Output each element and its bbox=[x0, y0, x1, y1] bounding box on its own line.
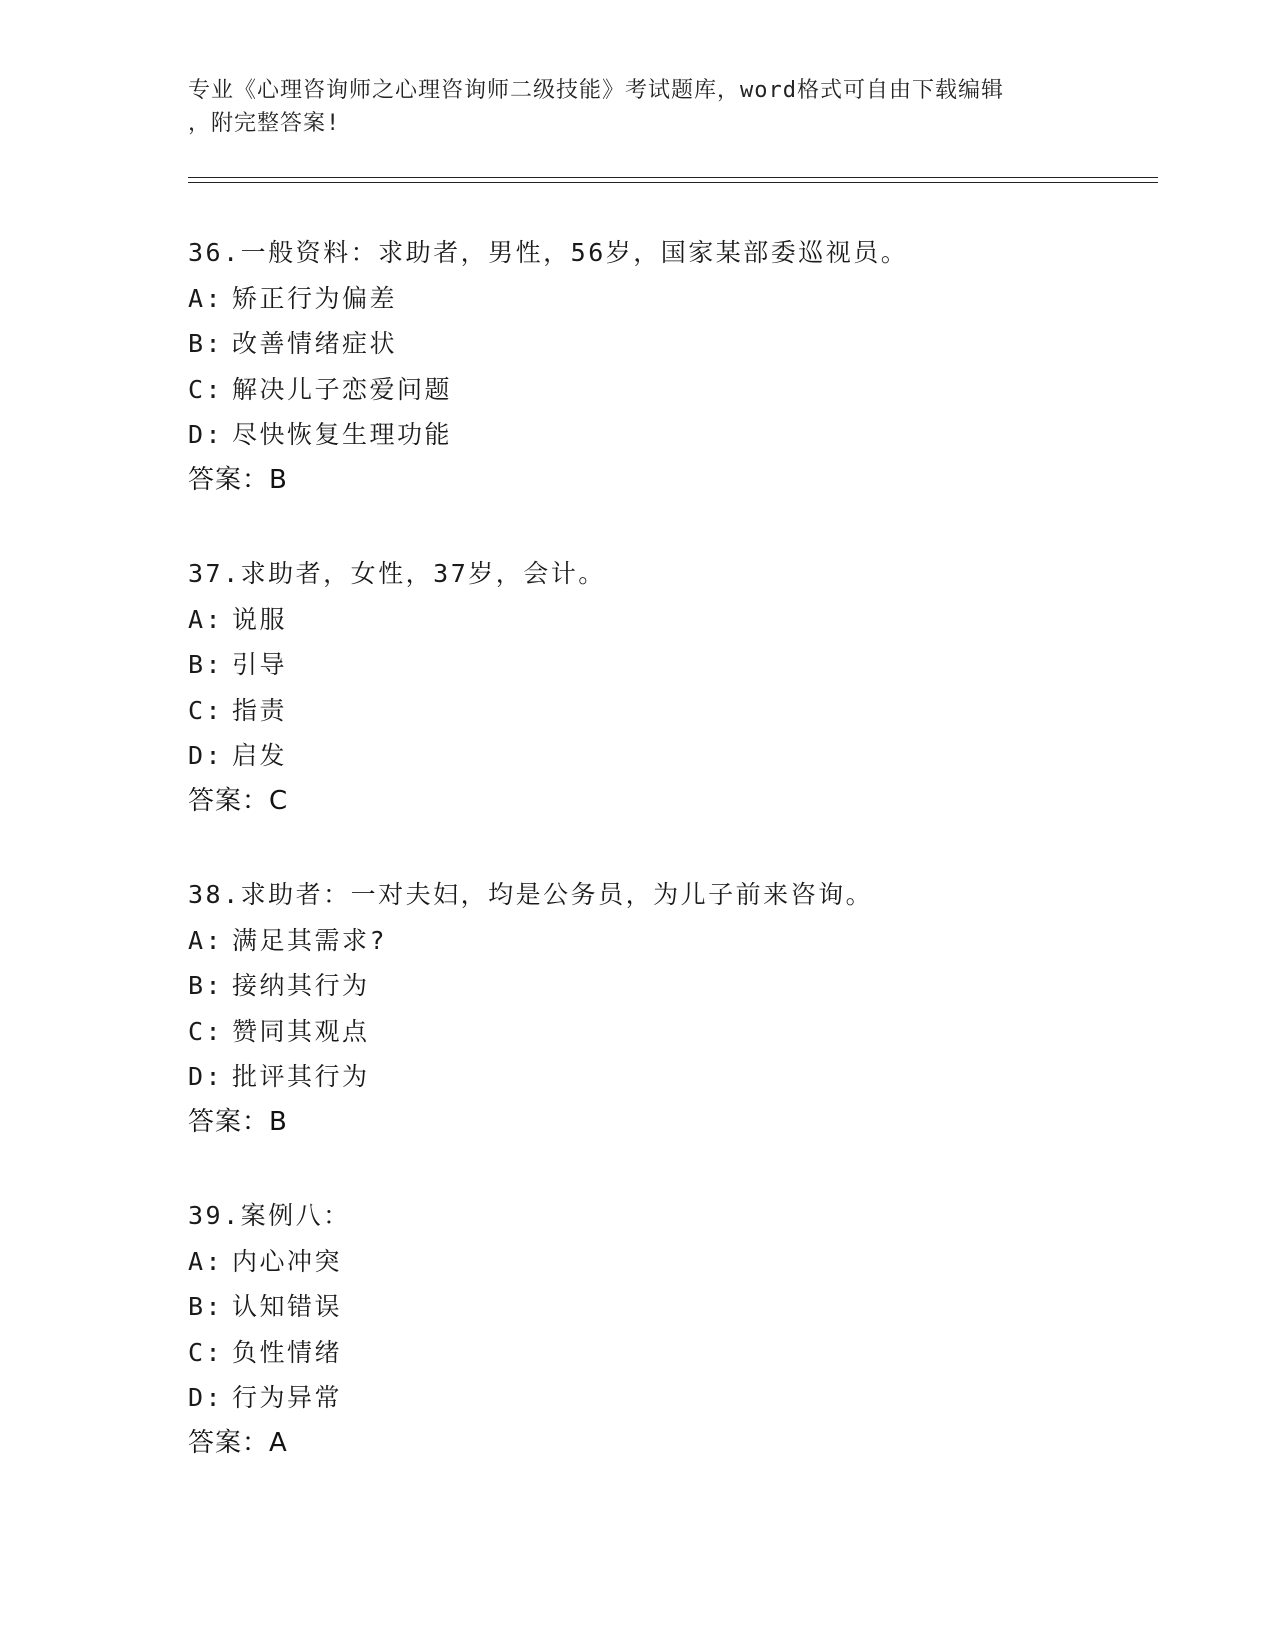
option-key: A: bbox=[188, 604, 224, 634]
option-c bbox=[188, 1330, 1168, 1376]
option-text: 引导 bbox=[232, 650, 288, 679]
option-b bbox=[188, 642, 1168, 688]
question-37 bbox=[188, 551, 1168, 824]
option-key: B: bbox=[188, 971, 224, 1000]
option-key: C: bbox=[188, 695, 224, 725]
header-divider-bottom bbox=[188, 182, 1158, 183]
option-text: 启发 bbox=[232, 741, 288, 770]
question-stem: 38.求助者：一对夫妇，均是公务员，为儿子前来咨询。 bbox=[188, 880, 874, 909]
option-d bbox=[188, 1054, 1168, 1100]
option-d bbox=[188, 412, 1168, 458]
answer-line: 答案：B bbox=[188, 1106, 288, 1137]
option-text: 说服 bbox=[232, 604, 288, 634]
option-text: 指责 bbox=[232, 695, 288, 725]
option-b bbox=[188, 963, 1168, 1009]
option-key: A: bbox=[188, 1246, 224, 1276]
option-b bbox=[188, 1284, 1168, 1330]
option-key: C: bbox=[188, 1337, 224, 1367]
option-text: 解决儿子恋爱问题 bbox=[232, 374, 453, 404]
option-a bbox=[188, 597, 1168, 643]
option-key: A: bbox=[188, 925, 224, 955]
option-text: 接纳其行为 bbox=[232, 971, 370, 1000]
option-a bbox=[188, 276, 1168, 322]
option-key: C: bbox=[188, 1016, 224, 1046]
question-stem: 36.一般资料：求助者，男性，56岁，国家某部委巡视员。 bbox=[188, 238, 909, 267]
header-divider-top bbox=[188, 177, 1158, 178]
answer-line: 答案：B bbox=[188, 464, 288, 495]
option-c bbox=[188, 367, 1168, 413]
option-b bbox=[188, 321, 1168, 367]
header-line-1: 专业《心理咨询师之心理咨询师二级技能》考试题库，word格式可自由下载编辑 bbox=[188, 78, 1004, 103]
question-stem: 37.求助者，女性，37岁，会计。 bbox=[188, 559, 606, 588]
option-a bbox=[188, 1239, 1168, 1285]
option-text: 行为异常 bbox=[232, 1383, 343, 1412]
question-stem: 39.案例八： bbox=[188, 1201, 351, 1230]
option-key: B: bbox=[188, 1292, 224, 1321]
option-d bbox=[188, 733, 1168, 779]
option-text: 满足其需求? bbox=[232, 925, 388, 955]
option-text: 批评其行为 bbox=[232, 1062, 370, 1091]
option-key: B: bbox=[188, 329, 224, 358]
option-text: 改善情绪症状 bbox=[232, 329, 398, 358]
option-text: 尽快恢复生理功能 bbox=[232, 420, 453, 449]
option-key: D: bbox=[188, 1383, 224, 1412]
option-key: D: bbox=[188, 1062, 224, 1091]
option-key: A: bbox=[188, 283, 224, 313]
option-text: 负性情绪 bbox=[232, 1337, 343, 1367]
option-key: C: bbox=[188, 374, 224, 404]
option-key: B: bbox=[188, 650, 224, 679]
header-line-2: ，附完整答案! bbox=[188, 111, 341, 136]
question-39 bbox=[188, 1193, 1168, 1466]
option-text: 认知错误 bbox=[232, 1292, 343, 1321]
option-a bbox=[188, 918, 1168, 964]
question-38 bbox=[188, 872, 1168, 1145]
option-text: 赞同其观点 bbox=[232, 1016, 370, 1046]
answer-line: 答案：C bbox=[188, 785, 289, 816]
answer-line: 答案：A bbox=[188, 1427, 288, 1458]
option-text: 矫正行为偏差 bbox=[232, 283, 398, 313]
option-key: D: bbox=[188, 741, 224, 770]
document-header bbox=[188, 74, 1088, 140]
question-36 bbox=[188, 230, 1168, 503]
option-c bbox=[188, 688, 1168, 734]
option-text: 内心冲突 bbox=[232, 1246, 343, 1276]
option-c bbox=[188, 1009, 1168, 1055]
option-d bbox=[188, 1375, 1168, 1421]
option-key: D: bbox=[188, 420, 224, 449]
